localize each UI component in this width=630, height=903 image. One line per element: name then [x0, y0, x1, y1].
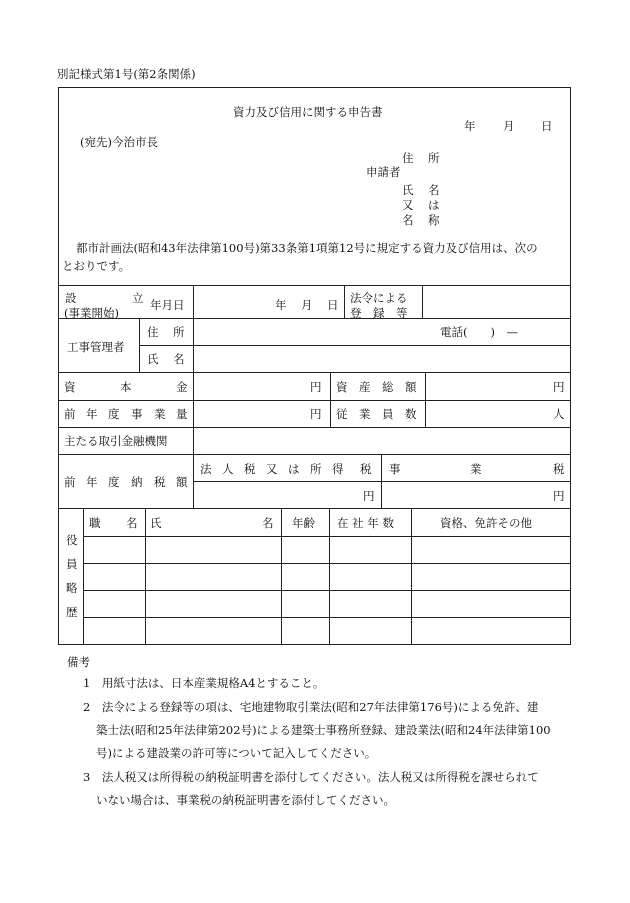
col-name-label: 氏 — [150, 516, 162, 530]
intro-line-2: とおりです。 — [62, 259, 131, 273]
biz-tax-label: 事 — [389, 462, 401, 476]
employees-label-4: 数 — [405, 407, 417, 421]
establish-sub-label: (事業開始) — [64, 306, 119, 320]
biz-tax-label-3: 税 — [553, 462, 565, 476]
corp-tax-label-2: 人 — [222, 462, 234, 476]
manager-phone-label: 電話( ) — — [440, 325, 518, 339]
capital-label-3: 金 — [176, 380, 188, 394]
col-years-label: 在 社 年 数 — [337, 516, 394, 530]
employees-label-2: 業 — [359, 407, 371, 421]
note-2-line-2: 築士法(昭和25年法律第202号)による建築士事務所登録、建設業法(昭和24年法律第100 — [96, 723, 551, 737]
ymd-label: 年月日 — [150, 298, 185, 312]
biz-tax-yen: 円 — [553, 489, 565, 503]
date-day: 日 — [541, 119, 553, 133]
manager-address-label: 住 — [147, 325, 159, 339]
prev-business-label-5: 業 — [154, 407, 166, 421]
applicant-label: 申請者 — [366, 165, 401, 179]
manager-address-label-2: 所 — [173, 325, 185, 339]
corp-tax-label-8: 税 — [360, 462, 372, 476]
applicant-or-label: 又 — [402, 198, 414, 212]
assets-label-2: 産 — [359, 380, 371, 394]
establish-label-2: 立 — [132, 291, 144, 305]
biz-tax-label-2: 業 — [470, 462, 482, 476]
applicant-title-label-2: 称 — [428, 213, 440, 227]
form-label: 別記様式第1号(第2条関係) — [57, 67, 196, 81]
capital-yen: 円 — [310, 380, 322, 394]
employees-label-3: 員 — [382, 407, 394, 421]
prev-tax-label-2: 年 — [86, 475, 98, 489]
prev-tax-label: 前 — [64, 475, 76, 489]
prev-business-label-4: 事 — [131, 407, 143, 421]
establish-month: 月 — [301, 298, 313, 312]
capital-label: 資 — [64, 380, 76, 394]
applicant-name-label-2: 名 — [428, 183, 440, 197]
assets-label: 資 — [336, 380, 348, 394]
establish-day: 日 — [327, 298, 339, 312]
applicant-address-label: 住 — [402, 151, 414, 165]
registration-label-2: 登 録 等 — [350, 306, 408, 320]
addressee: (宛先)今治市長 — [80, 135, 158, 149]
note-2-line-1: 2 法令による登録等の項は、宅地建物取引業法(昭和27年法律第176号)による免許、建 — [83, 700, 539, 714]
prev-tax-label-3: 度 — [108, 475, 120, 489]
establish-year: 年 — [275, 298, 287, 312]
form-frame — [58, 87, 571, 645]
date-year: 年 — [464, 119, 476, 133]
applicant-or-label-2: は — [428, 198, 440, 212]
prev-business-label: 前 — [64, 407, 76, 421]
note-3-line-1: 3 法人税又は所得税の納税証明書を添付してください。法人税又は所得税を課せられて — [83, 770, 539, 784]
corp-tax-yen: 円 — [363, 489, 375, 503]
prev-business-yen: 円 — [310, 407, 322, 421]
col-job-label: 職 — [89, 516, 101, 530]
establish-label: 設 — [65, 291, 77, 305]
registration-label: 法令による — [350, 291, 408, 305]
corp-tax-label-3: 税 — [244, 462, 256, 476]
corp-tax-label-7: 得 — [332, 462, 344, 476]
prev-business-label-3: 度 — [108, 407, 120, 421]
corp-tax-label: 法 — [200, 462, 212, 476]
officers-label-2: 員 — [66, 557, 78, 571]
applicant-address-label-2: 所 — [428, 151, 440, 165]
corp-tax-label-6: 所 — [310, 462, 322, 476]
prev-business-label-6: 量 — [176, 407, 188, 421]
assets-yen: 円 — [553, 380, 565, 394]
employees-label: 従 — [336, 407, 348, 421]
applicant-title-label: 名 — [402, 213, 414, 227]
officers-label-3: 略 — [66, 581, 78, 595]
manager-name-label: 氏 — [147, 352, 159, 366]
employees-unit: 人 — [553, 407, 565, 421]
manager-label: 工事管理者 — [67, 340, 125, 354]
form-title: 資力及び信用に関する申告書 — [233, 105, 383, 119]
assets-label-4: 額 — [405, 380, 417, 394]
prev-business-label-2: 年 — [86, 407, 98, 421]
col-job-label-2: 名 — [126, 516, 138, 530]
officers-label: 役 — [66, 533, 78, 547]
col-name-label-2: 名 — [262, 516, 274, 530]
manager-name-label-2: 名 — [173, 352, 185, 366]
prev-tax-label-5: 税 — [154, 475, 166, 489]
assets-label-3: 総 — [382, 380, 394, 394]
bank-label: 主たる取引金融機関 — [64, 434, 168, 448]
col-qual-label: 資格、免許その他 — [440, 516, 532, 530]
note-2-line-3: 号)による建設業の許可等について記入してください。 — [96, 746, 377, 760]
officers-label-4: 歴 — [66, 605, 78, 619]
prev-tax-label-4: 納 — [131, 475, 143, 489]
corp-tax-label-4: 又 — [266, 462, 278, 476]
note-3-line-2: いない場合は、事業税の納税証明書を添付してください。 — [96, 793, 395, 807]
note-1: 1 用紙寸法は、日本産業規格A4とすること。 — [83, 676, 325, 690]
capital-label-2: 本 — [120, 380, 132, 394]
col-age-label: 年齢 — [292, 516, 315, 530]
prev-tax-label-6: 額 — [176, 475, 188, 489]
date-month: 月 — [503, 119, 515, 133]
corp-tax-label-5: は — [288, 462, 300, 476]
applicant-name-label: 氏 — [402, 183, 414, 197]
notes-heading: 備考 — [67, 655, 90, 669]
intro-line-1: 都市計画法(昭和43年法律第100号)第33条第1項第12号に規定する資力及び信用は、次の — [76, 241, 538, 255]
